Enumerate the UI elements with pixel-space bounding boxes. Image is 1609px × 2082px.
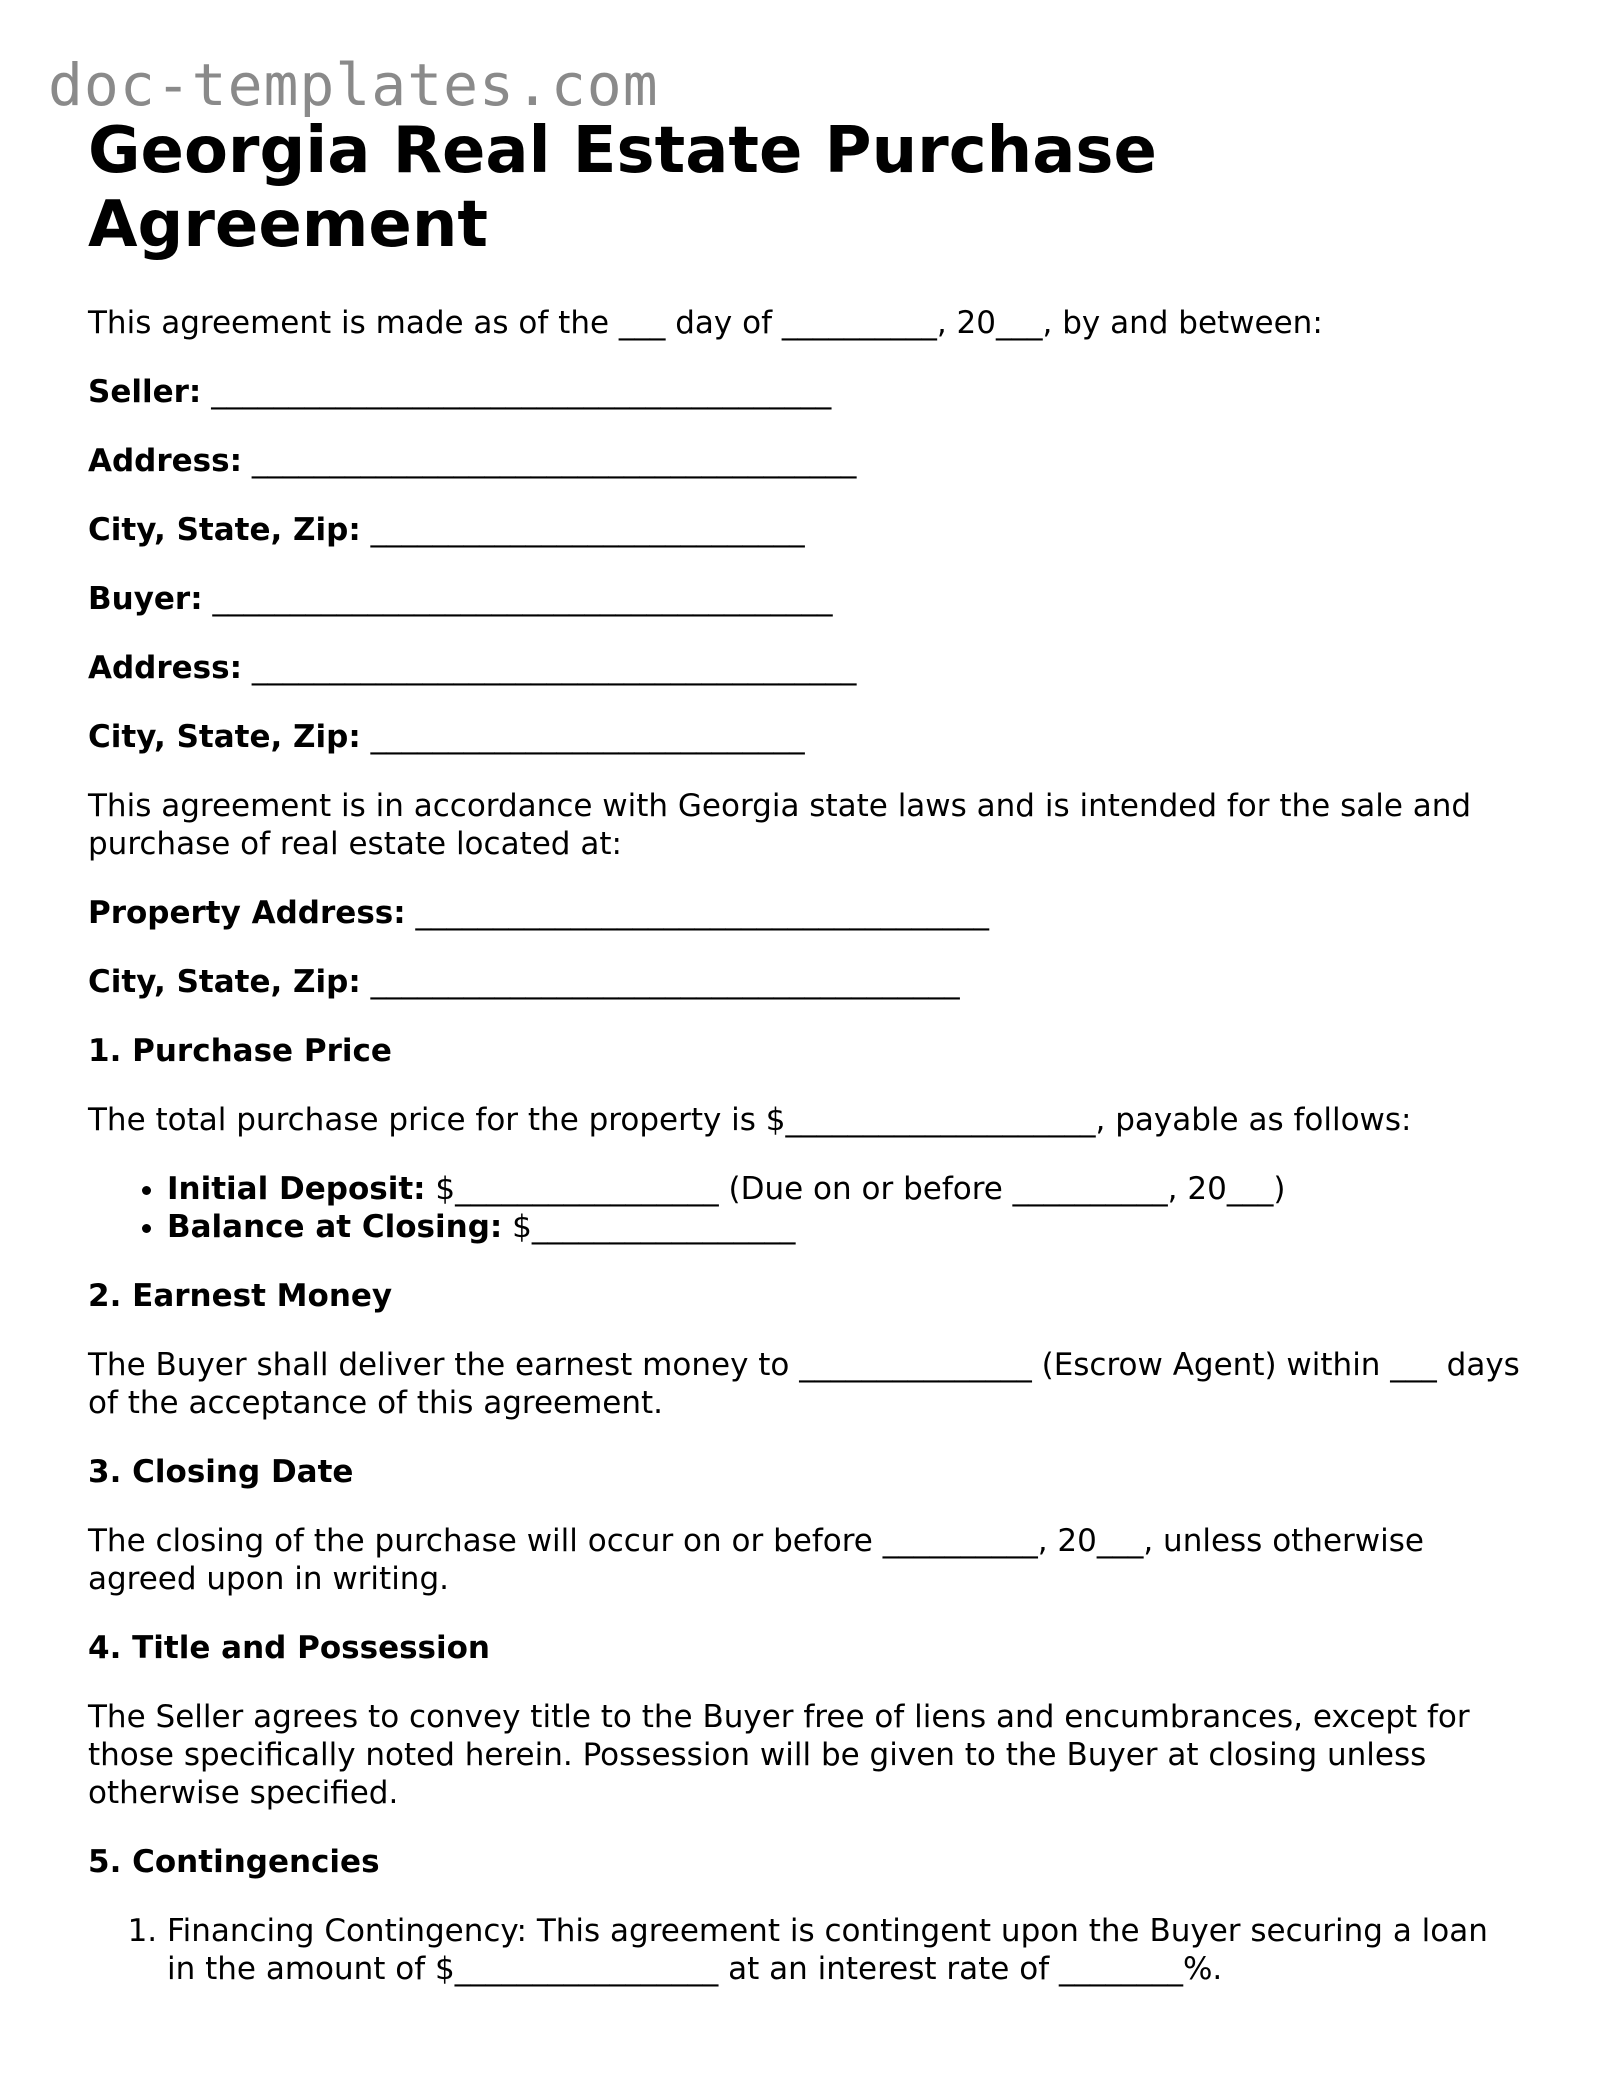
- property-city-state-zip-field[interactable]: [88, 963, 1528, 1001]
- payment-list: [88, 1170, 1528, 1246]
- field-label: Address:: [88, 650, 242, 686]
- seller-address-field[interactable]: [88, 442, 1528, 480]
- document-title: Georgia Real Estate Purchase Agreement: [88, 114, 1157, 262]
- field-blank[interactable]: ______________________________________: [370, 964, 960, 1000]
- field-blank[interactable]: ____________________________: [370, 719, 805, 755]
- purchase-price-paragraph: The total purchase price for the property is $____________________, payable as follows:: [88, 1102, 1412, 1138]
- watermark: doc-templates.com: [48, 51, 659, 119]
- field-blank[interactable]: ________________________________________: [211, 374, 832, 410]
- title-possession-paragraph: The Seller agrees to convey title to the Buyer free of liens and encumbrances, except for those specifically noted herein. Possession will be given to the Buyer at closing unless otherwise specified.: [88, 1699, 1470, 1811]
- field-label: City, State, Zip:: [88, 512, 361, 548]
- field-label: City, State, Zip:: [88, 719, 361, 755]
- list-item: [167, 1208, 1528, 1246]
- document-page: [88, 114, 1528, 1988]
- field-blank[interactable]: _______________________________________: [251, 443, 857, 479]
- location-paragraph: This agreement is in accordance with Georgia state laws and is intended for the sale and purchase of real estate located at:: [88, 788, 1472, 862]
- section-heading-earnest-money: 2. Earnest Money: [88, 1278, 393, 1314]
- closing-date-paragraph: The closing of the purchase will occur on or before __________, 20___, unless otherwise agreed upon in writing.: [88, 1523, 1424, 1597]
- section-heading-contingencies: 5. Contingencies: [88, 1844, 380, 1880]
- contingencies-list: [88, 1912, 1518, 1988]
- section-heading-title-possession: 4. Title and Possession: [88, 1630, 490, 1666]
- earnest-money-paragraph: The Buyer shall deliver the earnest money to _______________ (Escrow Agent) within ___ days of the acceptance of this agreement.: [88, 1347, 1520, 1421]
- section-heading-closing-date: 3. Closing Date: [88, 1454, 354, 1490]
- section-heading-purchase-price: 1. Purchase Price: [88, 1033, 392, 1069]
- field-label: Address:: [88, 443, 242, 479]
- list-item-text: $_________________ (Due on or before __________, 20___): [425, 1171, 1286, 1207]
- buyer-city-state-zip-field[interactable]: [88, 718, 1528, 756]
- field-label: Property Address:: [88, 895, 406, 931]
- field-label: Buyer:: [88, 581, 203, 617]
- field-label: Seller:: [88, 374, 202, 410]
- intro-paragraph: This agreement is made as of the ___ day of __________, 20___, by and between:: [88, 305, 1323, 341]
- list-item: [167, 1170, 1528, 1208]
- list-item: 1. Financing Contingency: This agreement is contingent upon the Buyer securing a loan in the amount of $_________________ at an interest rate of ________%.: [167, 1912, 1518, 1988]
- seller-field[interactable]: [88, 373, 1528, 411]
- field-blank[interactable]: _______________________________________: [251, 650, 857, 686]
- field-blank[interactable]: ________________________________________: [212, 581, 833, 617]
- property-address-field[interactable]: [88, 894, 1528, 932]
- list-item-text: $_________________: [502, 1209, 796, 1245]
- buyer-address-field[interactable]: [88, 649, 1528, 687]
- buyer-field[interactable]: [88, 580, 1528, 618]
- list-item-label: Balance at Closing:: [167, 1209, 503, 1245]
- list-item-label: Initial Deposit:: [167, 1171, 426, 1207]
- field-label: City, State, Zip:: [88, 964, 361, 1000]
- field-blank[interactable]: ____________________________: [370, 512, 805, 548]
- field-blank[interactable]: _____________________________________: [415, 895, 989, 931]
- seller-city-state-zip-field[interactable]: [88, 511, 1528, 549]
